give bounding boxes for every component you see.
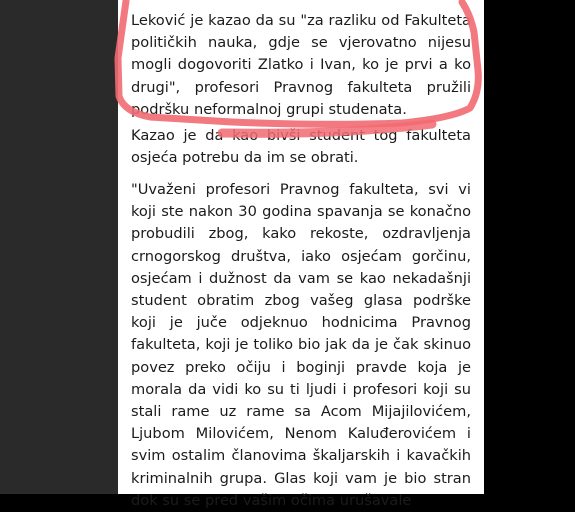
article-page (118, 0, 484, 509)
article-paragraph-1: Leković je kazao da su "za razliku od Fakulteta političkih nauka, gdje se vjerovatno nijesu mogli dogovoriti Zlatko i Ivan, ko je prvi a ko drugi", profesori Pravnog fakulteta pružili podršku neformalnoj grupi studenata. (131, 12, 471, 118)
left-margin (0, 0, 118, 494)
article-paragraph-3: "Uvaženi profesori Pravnog fakulteta, svi vi koji ste nakon 30 godina spavanja se konačno probudili zbog, kako rekoste, ozdravljenja crnogorskog društva, iako osjećam gorčinu, osjećam i dužnost da vam se kao nekadašnji student obratim zbog vašeg glasa podrške koji je juče odjeknuo hodnicima Pravnog fakulteta, koji je toliko bio jak da je čak skinuo povez preko očiju i boginji pravde koja je morala da vidi ko su ti ljudi i profesori koji su stali rame uz rame sa Acom Mijajilovićem, Ljubom Milovićem, Nenom Kaluđerovićem i svim ostalim članovima škaljarskih i kavačkih kriminalnih grupa. Glas koji vam je bio stran dok su se pred vašim očima urušavale (131, 181, 471, 509)
article-paragraph-2: Kazao je da kao bivši student tog fakulteta osjeća potrebu da im se obrati. (131, 127, 471, 167)
right-margin (484, 0, 575, 494)
